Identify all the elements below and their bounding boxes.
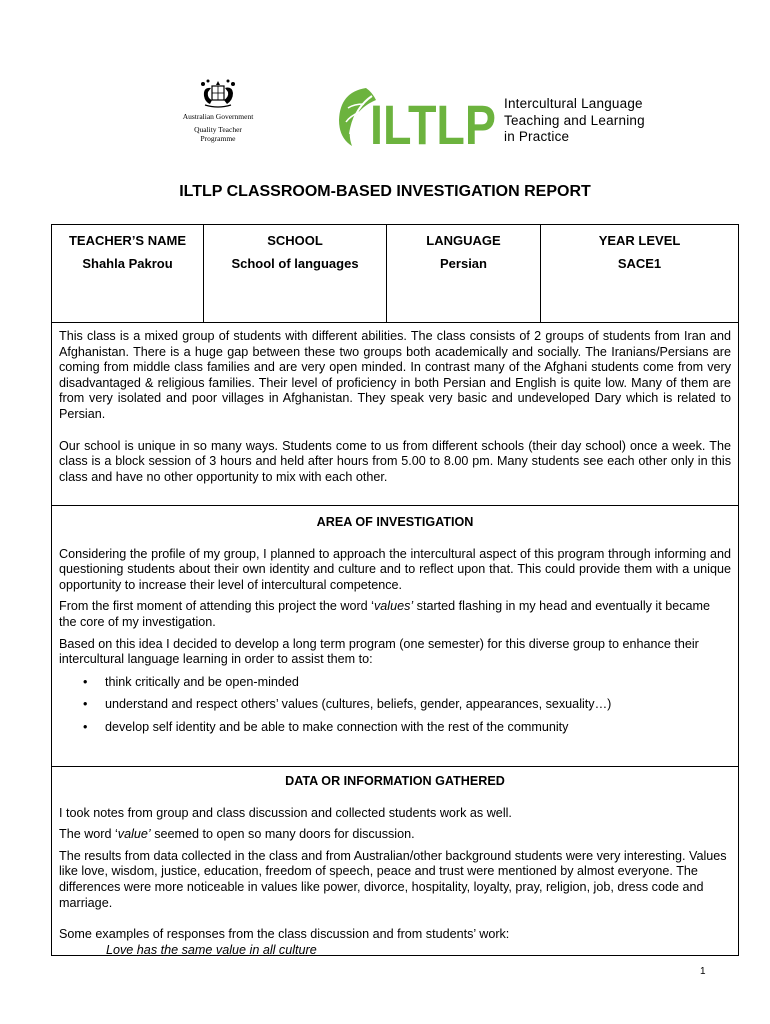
page-number: 1 [700,966,706,977]
area-paragraph-1: Considering the profile of my group, I planned to approach the intercultural aspect of this program through informing and questioning students about their own identity and culture and to reflect upon that. This could provide them with a unique opportunity to increase their level of intercultural competence. [59,546,731,592]
header-logos [0,0,770,170]
area-title: AREA OF INVESTIGATION [316,515,474,529]
teacher-label: TEACHER’S NAME [68,233,186,248]
context-paragraph-1: This class is a mixed group of students with different abilities. The class consists of 2 groups of students from Iran and Afghanistan. There is a huge gap between these two groups both academically and socially. The Iranians/Persians are coming from middle class families and are very open minded. In contrast many of the Afghani students come from very disadvantaged & religious families. Their level of proficiency in both Persian and English is quite low. Many of them are from very isolated and poor villages in Afghanistan. They speak very basic and undeveloped Dary which is related to Persian. [59,329,731,421]
teacher-value: Shahla Pakrou [82,256,173,271]
tagline-line-1: Intercultural Language [504,96,643,111]
iltlp-logo [336,84,656,156]
tagline-line-2: Teaching and Learning [504,112,645,128]
svg-text:ILTLP: ILTLP [370,93,496,156]
context-paragraph-2: Our school is unique in so many ways. Students come to us from different schools (their day school) once a week. The class is a block session of 3 hours and held after hours from 5.00 to 8.00 pm. Many students see each other only in this class and have no other opportunity to mix with each other. [59,438,731,484]
list-item: • develop self identity and be able to make connection with the rest of the community [83,719,569,734]
gov-line-3: Programme [200,134,236,143]
data-paragraph-2: The word ‘value’ seemed to open so many doors for discussion. [59,827,415,842]
school-label: SCHOOL [267,233,323,248]
language-cell [387,225,541,322]
teacher-cell [52,225,204,322]
data-paragraph-3: The results from data collected in the class and from Australian/other background students were very interesting. Values like love, wisdom, justice, education, freedom of speech, peace and trust were mentioned by almost everyone. The differences were more noticeable in values like power, divorce, hospitality, loyalty, pray, religion, job, dress code and marriage. [59,848,727,910]
gov-line-2: Quality Teacher [194,125,242,134]
example-quote: Love has the same value in all culture [106,942,317,957]
iltlp-tagline [504,96,645,146]
list-item: • think critically and be open-minded [83,674,299,689]
data-section [52,767,738,957]
school-value: School of languages [231,256,359,271]
year-level-label: YEAR LEVEL [598,233,681,248]
school-cell [204,225,387,322]
tagline-line-3: in Practice [504,129,570,144]
year-level-cell [541,225,738,322]
language-value: Persian [440,256,487,271]
goals-list [59,675,731,736]
report-table [51,224,739,956]
area-section [52,506,738,767]
data-paragraph-1: I took notes from group and class discussion and collected students work as well. [59,805,512,820]
context-section [52,329,738,506]
info-row [52,225,738,323]
gov-line-1: Australian Government [182,112,254,121]
list-item: • understand and respect others’ values (cultures, beliefs, gender, appearances, sexuality…) [83,697,612,712]
data-paragraph-4: Some examples of responses from the class discussion and from students’ work: [59,927,510,942]
coat-of-arms-icon [197,78,239,112]
iltlp-letters [370,93,500,156]
year-level-value: SACE1 [617,256,662,271]
data-title: DATA OR INFORMATION GATHERED [285,774,505,788]
australian-government-logo [168,78,268,143]
area-paragraph-3: Based on this idea I decided to develop a long term program (one semester) for this diverse group to enhance their intercultural language learning in order to assist them to: [59,636,699,667]
report-title: ILTLP CLASSROOM-BASED INVESTIGATION REPORT [179,183,591,200]
language-label: LANGUAGE [426,233,501,248]
area-paragraph-2: From the first moment of attending this project the word ‘values’ started flashing in my head and eventually it became the core of my investigation. [59,599,711,629]
